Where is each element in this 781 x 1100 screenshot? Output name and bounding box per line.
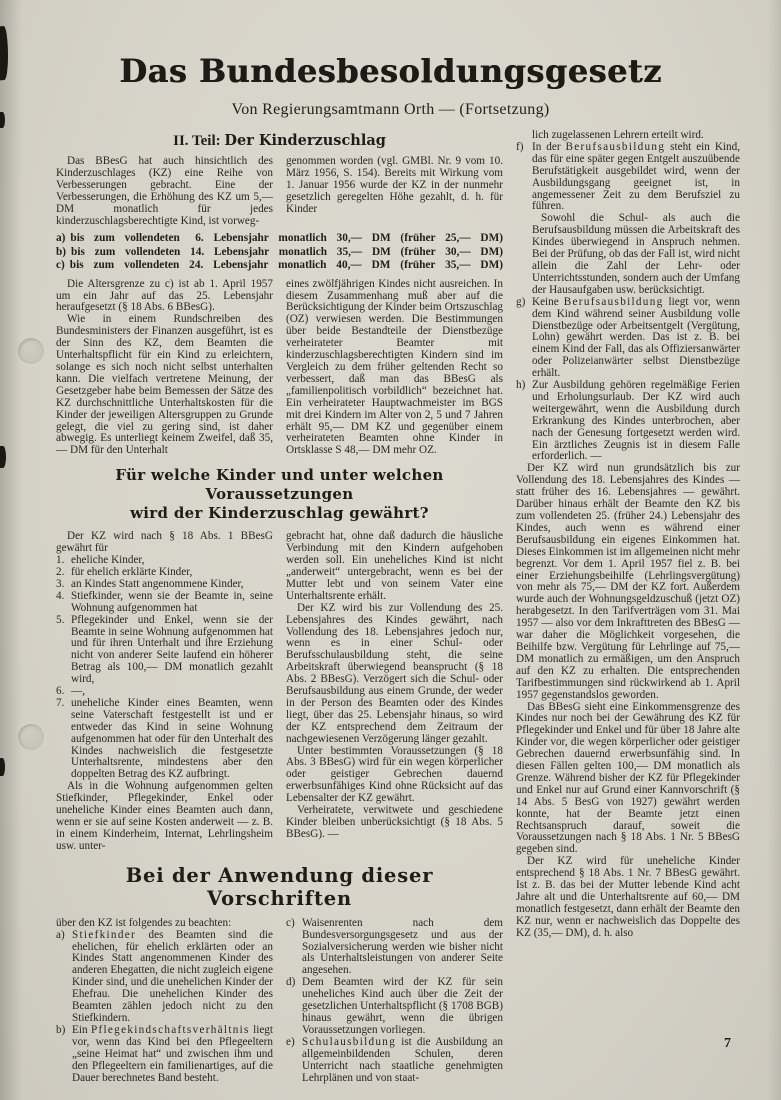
list-item-label: 2. [56,565,65,578]
list-item-b [56,1025,273,1085]
list-item-label: g) [516,295,526,308]
list-item-3 [56,579,273,591]
part1-column-2 [286,156,503,227]
paragraph: über den KZ ist folgendes zu beachten: [56,916,232,929]
part1-columns [56,156,503,227]
part2-column-2 [286,531,503,852]
list-item-label: 4. [56,589,65,602]
list-item-text: eheliche Kinder, [71,554,145,567]
paragraph: Das BBesG sieht eine Einkommensgrenze des Kindes nur noch bei der Gewährung des KZ für Pflegekinder und Enkel und für über 18 Jahre alte Kinder vor, die wegen körperlicher oder geistiger Gebrechen dauernd erwerbsunfähig sind. In diesen Fällen gelten 100,— DM monatlich als Grenze. Während bisher der KZ für Pflegekinder und Enkel nur auf Grund einer Kannvorschrift (§ 14 Abs. 5 BesG von 1927) gewährt werden konnte, hat der Beamte jetzt einen Rechtsanspruch darauf, soweit die Voraussetzungen nach § 18 Abs. 1 Nr. 5 BBesG gegeben sind. [516,700,740,856]
rate-text: bis zum vollendeten 24. Lebensjahr monatlich 40,— DM (früher 35,— DM) [69,259,503,272]
part2-columns [56,531,503,852]
part1-columns-after [56,279,503,458]
list-item-a [56,930,273,1025]
list-item-5 [56,615,273,686]
list-item-label: f) [516,140,524,153]
list-item-c [286,918,503,978]
list-item-text: Zur Ausbildung gehören regelmäßige Ferien und Erholungsurlaub. Der KZ wird auch weitergewährt, wenn die Ausbildung durch Erkrankung des Kindes unterbrochen, aber nach der Genesung fortgesetzt werden wird. Ein ärztliches Zeugnis ist in diesem Falle erforderlich. — [532,379,740,463]
paragraph: Der KZ wird für uneheliche Kinder entsprechend § 18 Abs. 1 Nr. 7 BBesG gewährt. Ist z. B. das bei der Mutter lebende Kind acht Jahre alt und die Unterhaltsrente auf 60,— DM monatlich festgesetzt, dann erhält der Beamte den KZ nur, wenn er nachweislich das Doppelte des KZ (35,— DM), d. h. also [516,855,740,939]
list-item-label: d) [286,976,296,989]
list-item-4 [56,591,273,615]
list-item-text: Stiefkinder, wenn sie der Beamte in, seine Wohnung aufgenommen hat [71,589,273,614]
left-region [56,130,503,1084]
list-item-d [286,977,503,1037]
list-item-e [286,1037,503,1085]
paragraph: Verheiratete, verwitwete und geschiedene Kinder bleiben unberücksichtigt (§ 18 Abs. 5 BBesG). — [286,804,503,840]
page-content [0,130,781,1084]
page-number: 7 [724,1036,731,1051]
section-heading-voraussetzungen [56,466,503,523]
rate-line-c [56,259,503,272]
right-column [516,130,740,1084]
list-item-h [516,380,740,463]
rate-line-a [56,232,503,245]
list-item-label: 1. [56,554,65,567]
paragraph: Die Altersgrenze zu c) ist ab 1. April 1957 um ein Jahr auf das 25. Lebensjahr heraufgesetzt (§ 18 Abs. 6 BBesG). [56,277,273,314]
binding-mark [0,446,6,468]
section-heading-prefix: II. Teil: [173,133,221,149]
list-item-text: an Kindes Statt angenommene Kinder, [71,577,244,590]
list-item-label: b) [56,1023,66,1036]
list-item-text: für ehelich erklärte Kinder, [71,565,193,578]
punch-hole [18,338,44,364]
part1-column-1 [56,156,273,227]
list-item-label: 7. [56,696,65,709]
list-item-label: 6. [56,685,65,698]
heading-line-2: wird der Kinderzuschlag gewährt? [130,504,429,523]
rate-label: b) [56,245,67,258]
section-heading-anwendung: Bei der Anwendung dieser Vorschriften [125,863,434,910]
list-item-text: Dem Beamten wird der KZ für sein uneheliches Kind auch über die Zeit der gesetzlichen Unterhaltspflicht (§ 1708 BGB) hinaus gewährt, wenn die übrigen Voraussetzungen vorliegen. [302,976,503,1036]
list-item-label: h) [516,379,526,392]
paragraph: Als in die Wohnung aufgenommen gelten Stiefkinder, Pflegekinder, Enkel oder uneheliche Kinder eines Beamten auch dann, wenn er sie auf seine Kosten anderweit — z. B. in einem Kinderheim, Internat, Lehrlingsheim usw. unter- [56,780,273,852]
rate-label: a) [56,232,66,245]
list-item-text: uneheliche Kinder eines Beamten, wenn seine Vaterschaft festgestellt ist und er entweder das Kind in seine Wohnung aufgenommen hat oder für den Unterhalt des Kindes nachweislich die festgesetzte Unterhaltsrente, mindestens aber den doppelten Betrag des KZ aufbringt. [71,696,273,781]
binding-mark [0,112,5,128]
part3-column-2 [286,918,503,1085]
list-item-label: c) [286,916,295,929]
list-item-label: a) [56,928,65,941]
allowance-rate-list [56,232,503,272]
list-item-g [516,297,740,380]
list-item-text: Schulausbildung ist die Ausbildung an allgemeinbildenden Schulen, deren Unterricht nach staatliche genehmigten Lehrplänen und von staat- [302,1035,503,1084]
part3-column-1 [56,918,273,1085]
list-item-label: 5. [56,613,65,626]
list-item-f [516,142,740,213]
list-item-text: Ein Pflegekindschaftsverhältnis liegt vor, wenn das Kind bei den Pflegeeltern „seine Heimat hat“ und zwischen ihm und den Pflegeeltern ein familienartiges, auf die Dauer berechnetes Band besteht. [72,1023,274,1084]
heading-line-1: Für welche Kinder und unter welchen Voraussetzungen [115,466,444,504]
part1-after-column-2 [286,279,503,458]
list-item-text: —, [71,685,85,698]
paragraph: Das BBesG hat auch hinsichtlich des Kinderzuschlages (KZ) eine Reihe von Verbesserungen gebracht. Eine der Verbesserungen, die Erhöhung des KZ um 5,— DM monatlich für jedes kinderzuschlagsberechtigte Kind, ist vorweg- [56,155,273,227]
part2-column-1 [56,531,273,852]
article-header [0,0,781,119]
rate-line-b [56,246,503,259]
article-byline: Von Regierungsamtmann Orth — (Fortsetzung) [231,101,550,118]
rate-text: bis zum vollendeten 14. Lebensjahr monatlich 35,— DM (früher 30,— DM) [71,245,503,258]
punch-hole [18,724,44,750]
section-heading-kinderzuschlag [56,132,503,150]
paragraph: Der KZ wird nach § 18 Abs. 1 BBesG gewährt für [56,530,273,555]
list-item-text: In der Berufsausbildung steht ein Kind, das für eine später gegen Entgelt auszuübende Berufstätigkeit ausgebildet wird, wenn der Ausbildungsgang geeignet ist, in angemessener Zeit zu dem Berufsziel zu führen. [532,140,740,213]
list-item-text: Pflegekinder und Enkel, wenn sie der Beamte in seine Wohnung aufgenommen hat und für ihren Unterhalt und ihre Erziehung nicht von anderer Seite laufend ein höherer Betrag als 100,— DM monatlich gezahlt wird, [71,613,273,686]
list-item-label: e) [286,1035,295,1048]
list-item-7 [56,698,273,781]
rate-label: c) [56,259,65,272]
paragraph: genommen worden (vgl. GMBl. Nr. 9 vom 10. März 1956, S. 154). Bereits mit Wirkung vom 1. Januar 1956 wurde der KZ in der nunmehr gesetzlich geregelten Höhe gezahlt, d. h. für Kinder [286,155,503,215]
list-item-text: Waisenrenten nach dem Bundesversorgungsgesetz und aus der Sozialversicherung werden wie bisher nicht als Unterhaltsleistungen von anderer Seite angesehen. [302,916,503,977]
part1-after-column-1 [56,279,273,458]
article-title: Das Bundesbesoldungsgesetz [119,52,662,90]
paragraph: gebracht hat, ohne daß dadurch die häusliche Verbindung mit den Kindern aufgehoben werden soll. Ein uneheliches Kind ist nicht „anderweit“ untergebracht, wenn es bei der Mutter lebt und von seinem Vater eine Unterhaltsrente erhält. [286,530,503,602]
paragraph: Der KZ wird bis zur Vollendung des 25. Lebensjahres des Kindes gewährt, nach Vollendung des 18. Lebensjahres jedoch nur, wenn es in einer Schul- oder Berufsschulausbildung steht, die seine Arbeitskraft überwiegend beansprucht (§ 18 Abs. 2 BBesG). Verzögert sich die Schul- oder Berufsausbildung aus einem Grunde, der weder in der Person des Beamten oder des Kindes liegt, über das 25. Lebensjahr hinaus, so wird der KZ entsprechend dem Zeitraum der nachgewiesenen Verzögerung länger gezahlt. [286,601,503,745]
part3-columns [56,918,503,1085]
list-item-label: 3. [56,577,65,590]
rate-text: bis zum vollendeten 6. Lebensjahr monatlich 30,— DM (früher 25,— DM) [70,232,503,245]
paragraph: Der KZ wird nun grundsätzlich bis zur Vollendung des 18. Lebensjahres des Kindes — statt früher des 16. Lebensjahres — gewährt. Darüber hinaus erhält der Beamte den KZ bis zum vollendeten 25. (früher 24.) Lebensjahr des Kindes, auch wenn es während einer Berufsausbildung ein eigenes Einkommen hat. Dieses Einkommen ist im allgemeinen nicht mehr begrenzt. Vor dem 1. April 1957 fiel z. B. bei einer Erziehungsbeihilfe (Lehrlingsvergütung) von mehr als 75,— DM der KZ fort. Außerdem wurde auch der Wohnungsgeldzuschuß (jetzt OZ) herabgesetzt. In den Tarifverträgen vom 31. Mai 1957 — also vor dem Inkrafttreten des BBesG — war daher die Möglichkeit vorgesehen, die Beihilfe bzw. Vergütung für Lehrlinge auf 75,— DM monatlich zu ermäßigen, um den Anspruch auf den KZ zu erhalten. Die entsprechenden Tarifbestimmungen sind rückwirkend ab 1. April 1957 gegenstandslos geworden. [516,462,740,701]
paragraph: Wie in einem Rundschreiben des Bundesministers der Finanzen ausgeführt, ist es der Sinn des KZ, dem Beamten die Unterhaltspflicht für ein Kind zu erleichtern, solange es sich noch nicht selbst unterhalten kann. Die vielfach vertretene Meinung, der Gesetzgeber habe beim Bemessen der Sätze des KZ durchschnittliche Unterhaltskosten für die Kinder der jeweiligen Altersgruppen zu Grunde gelegt, die viel zu gering sind, ist daher abwegig. Es unterliegt keinem Zweifel, daß 35,— DM für den Unterhalt [56,313,273,457]
list-item-text: Stiefkinder des Beamten sind die ehelichen, für ehelich erklärten oder an Kindes Statt angenommenen Kinder des anderen Ehegatten, die nicht zugleich eigene Kinder sind, und die unehelichen Kinder der Ehefrau. Die unehelichen Kinder des Beamten zählen jedoch nicht zu den Stiefkindern. [72,928,273,1024]
paragraph: lich zugelassenen Lehrern erteilt wird. [532,129,704,141]
binding-mark [0,758,5,776]
section-heading-main: Der Kinderzuschlag [224,132,386,149]
paragraph: eines zwölfjährigen Kindes nicht ausreichen. In diesem Zusammenhang muß aber auf die Berücksichtigung der Kinder beim Ortszuschlag (OZ) verwiesen werden. Die Bestimmungen über beide Bestandteile der Dienstbezüge verheirateter Beamter mit kinderzuschlagsberechtigten Kindern sind im Vergleich zu dem früher geltenden Recht so verbessert, daß man das BBesG als „familienpolitisch vorbildlich“ bezeichnet hat. Ein verheirateter Hauptwachmeister im BGS mit drei Kindern im Alter von 2, 5 und 7 Jahren erhält 95,— DM KZ und gegenüber einem verheirateten Beamten ohne Kinder in Ortsklasse S 48,— DM mehr OZ. [286,277,503,457]
paragraph: Sowohl die Schul- als auch die Berufsausbildung müssen die Arbeitskraft des Kindes überwiegend in Anspruch nehmen. Bei der Prüfung, ob das der Fall ist, wird nicht allein die Zahl der Lehr- oder Unterrichtsstunden, sondern auch der Umfang der Hausaufgaben usw. berücksichtigt. [532,212,740,296]
list-item-text: Keine Berufsausbildung liegt vor, wenn dem Kind während seiner Ausbildung volle Dienstbezüge oder Arbeitsentgelt (Vergütung, Lohn) gewährt werden. Das ist z. B. bei einem Kind der Fall, das als Offiziersanwärter oder Polizeianwärter selbst Dienstbezüge erhält. [532,295,741,380]
paragraph: Unter bestimmten Voraussetzungen (§ 18 Abs. 3 BBesG) wird für ein wegen körperlicher oder geistiger Gebrechen dauernd erwerbsunfähiges Kind ohne Rücksicht auf das Lebensalter der KZ gewährt. [286,744,503,805]
